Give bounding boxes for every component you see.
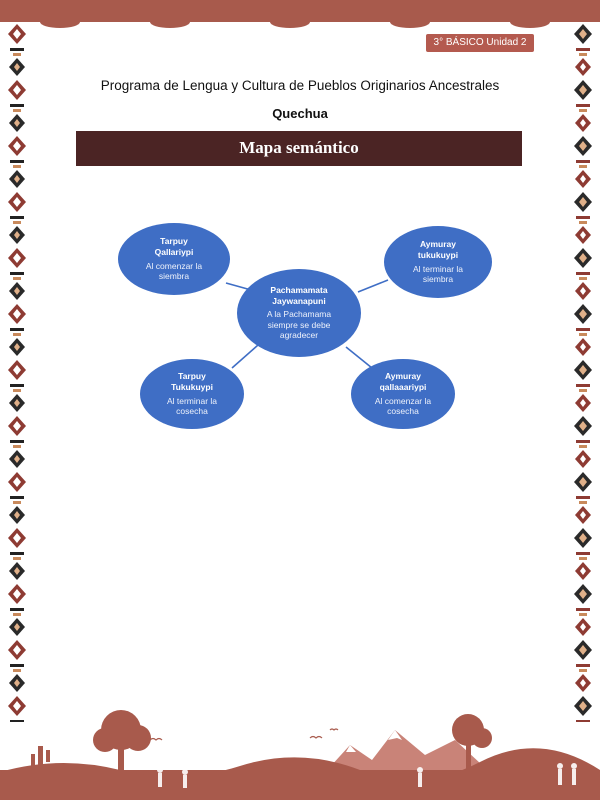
ground-silhouette xyxy=(0,748,600,800)
connector-bottom-left xyxy=(232,345,258,368)
node-center-desc: A la Pachamama siempre se debe agradecer xyxy=(266,309,332,341)
node-top-left xyxy=(118,223,230,295)
node-top-right-title: Aymuray tukukuypi xyxy=(417,239,459,260)
node-bottom-left xyxy=(140,359,244,429)
tree-left xyxy=(93,710,151,776)
page-title: Programa de Lengua y Cultura de Pueblos Originarios Ancestrales xyxy=(100,78,500,93)
node-center xyxy=(237,269,361,357)
node-bottom-left-title: Tarpuy Tukukuypi xyxy=(171,371,213,392)
connector-top-right xyxy=(358,280,388,292)
node-bottom-right xyxy=(351,359,455,429)
node-top-left-title: Tarpuy Qallariypi xyxy=(154,236,194,257)
connector-bottom-right xyxy=(346,347,372,368)
page-subtitle: Quechua xyxy=(272,106,328,121)
node-top-right-desc: Al terminar la siembra xyxy=(412,263,464,285)
node-bottom-right-title: Aymuray qallaaariypi xyxy=(379,371,427,392)
node-center-title: Pachamamata Jaywanapuni xyxy=(270,284,328,306)
birds xyxy=(150,729,338,740)
node-top-right xyxy=(384,226,492,298)
grade-unit-badge: 3° BÁSICO Unidad 2 xyxy=(426,34,534,52)
node-bottom-right-desc: Al comenzar la cosecha xyxy=(374,395,432,417)
node-top-left-desc: Al comenzar la siembra xyxy=(145,260,203,282)
node-bottom-left-desc: Al terminar la cosecha xyxy=(166,395,218,417)
footer-landscape-illustration xyxy=(0,700,600,800)
section-banner: Mapa semántico xyxy=(76,131,522,166)
